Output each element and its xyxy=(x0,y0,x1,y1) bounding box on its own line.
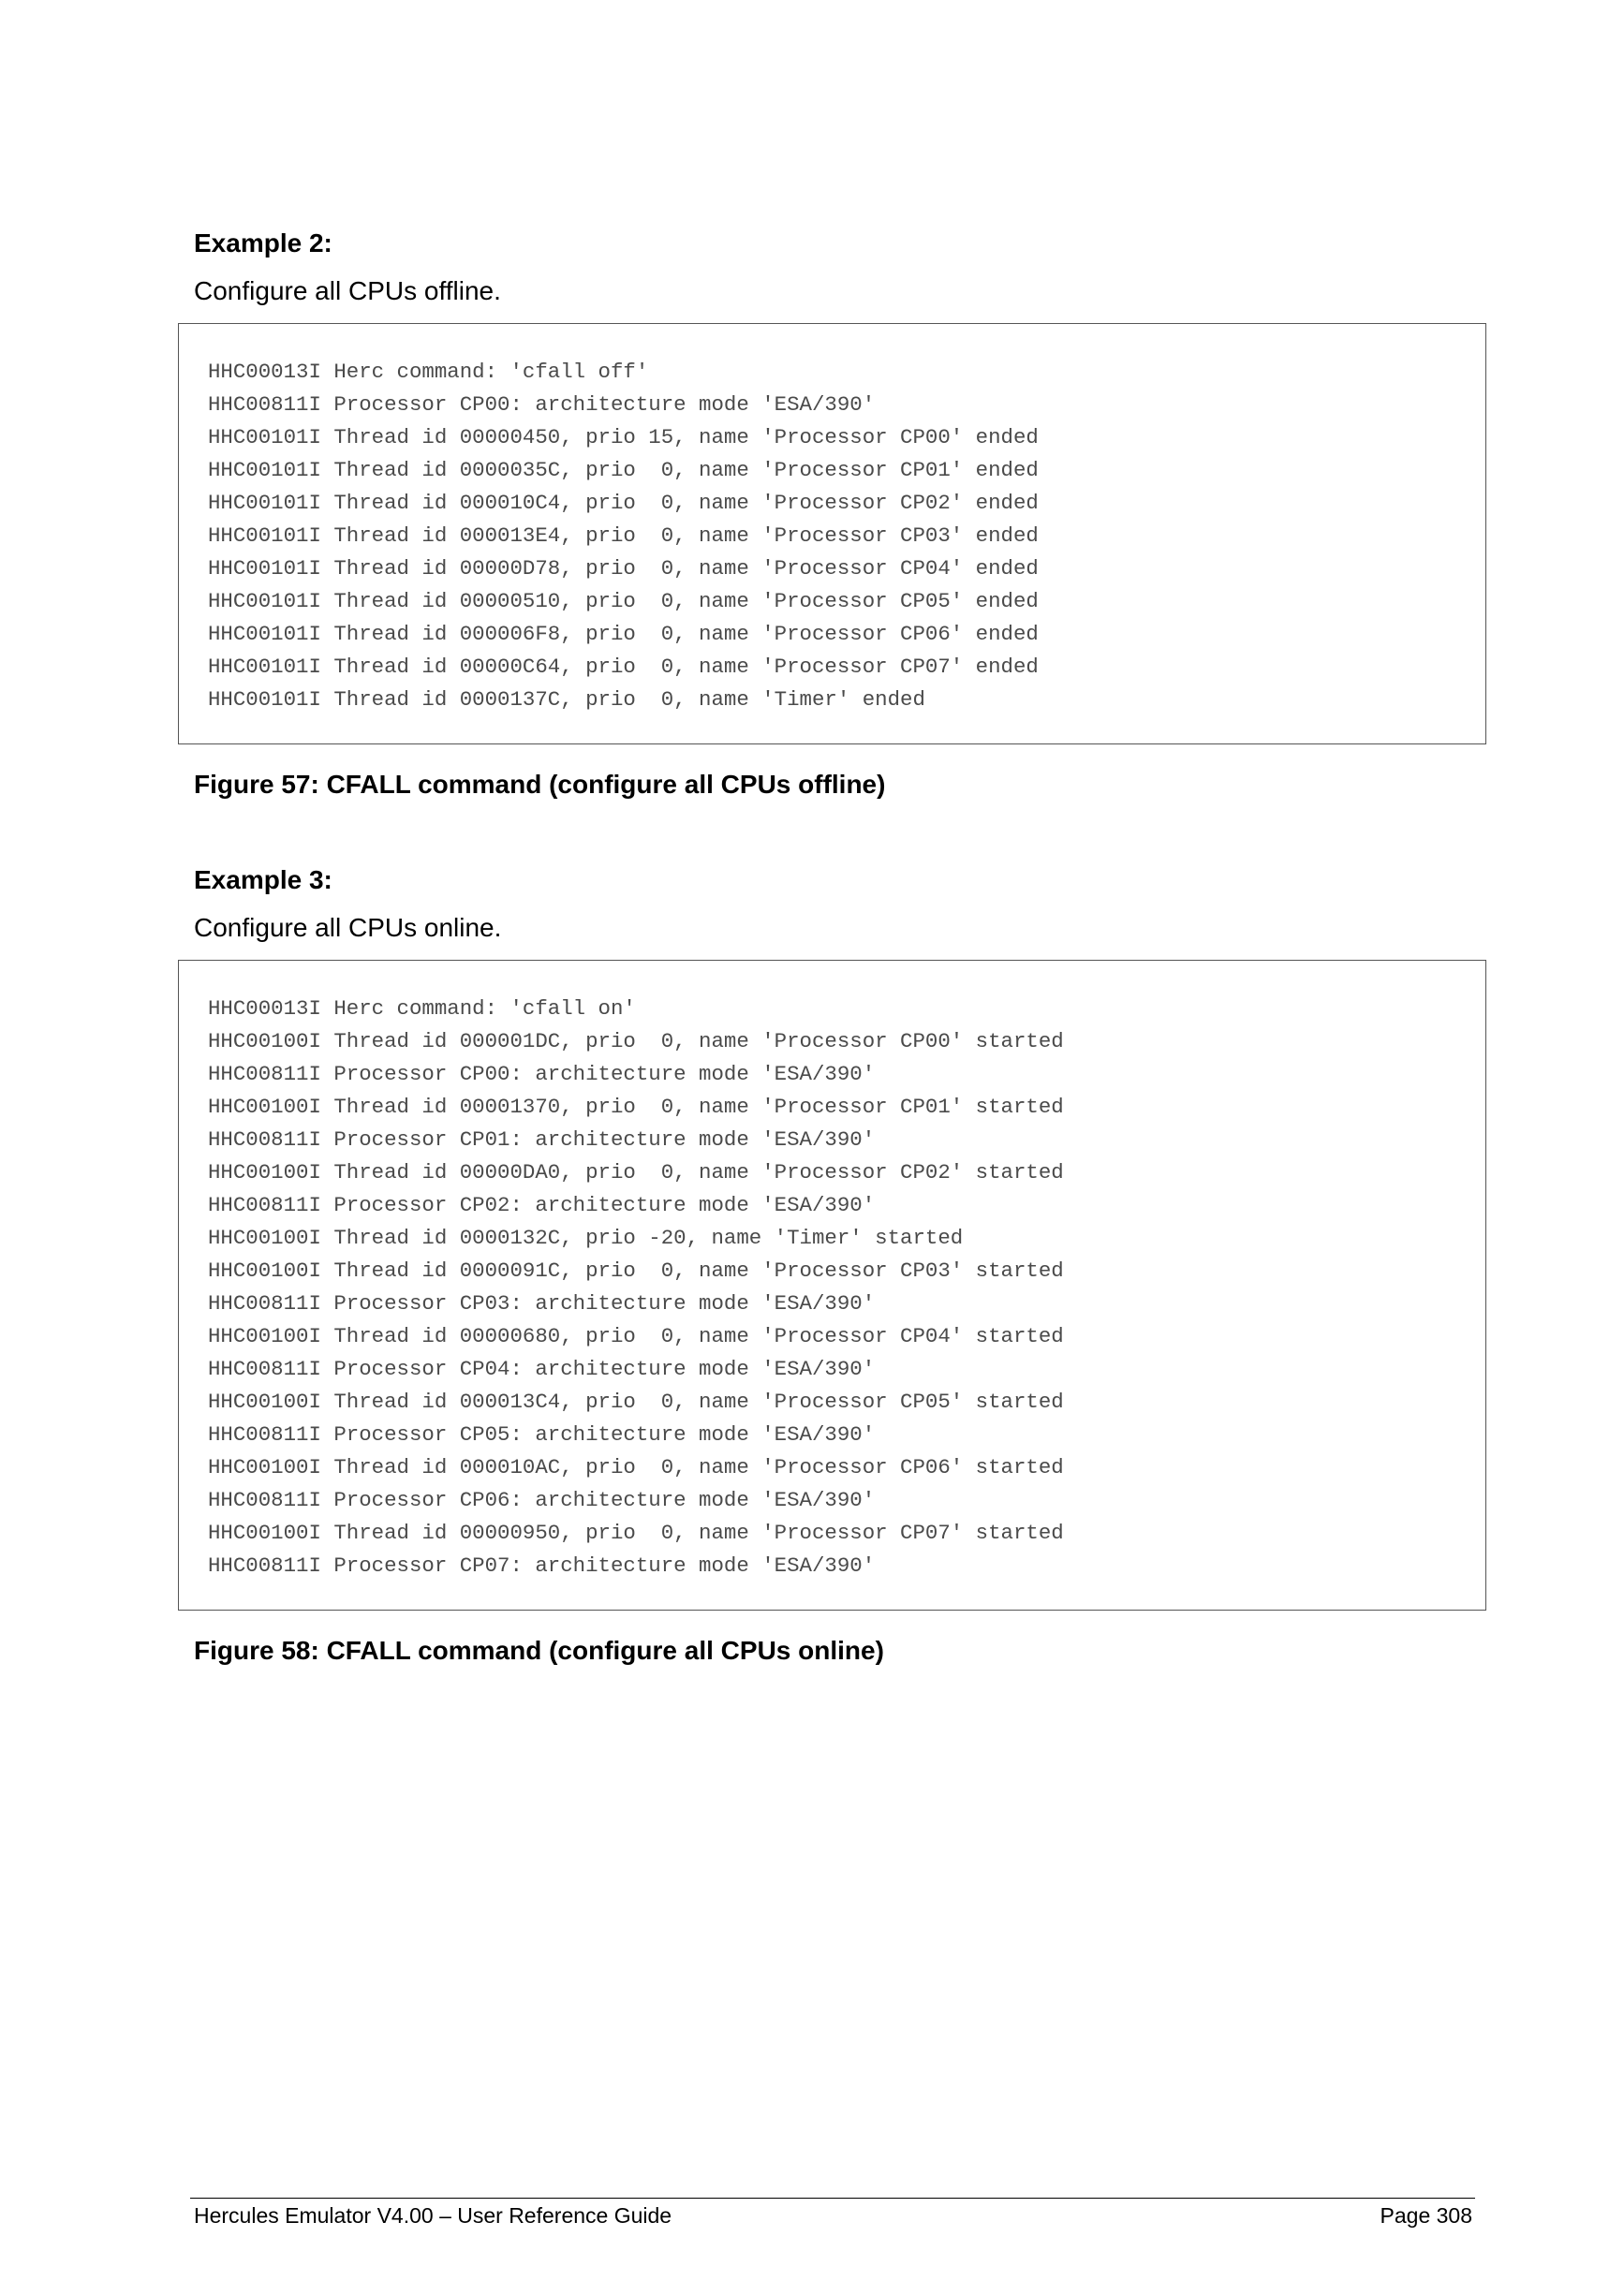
code-line: HHC00100I Thread id 000001DC, prio 0, name 'Processor CP00' started xyxy=(208,1029,1064,1053)
footer-document-title: Hercules Emulator V4.00 – User Reference Guide xyxy=(194,2203,672,2228)
footer-divider xyxy=(190,2198,1475,2199)
code-line: HHC00811I Processor CP03: architecture mode 'ESA/390' xyxy=(208,1291,876,1316)
code-line: HHC00811I Processor CP02: architecture mode 'ESA/390' xyxy=(208,1193,876,1217)
code-line: HHC00101I Thread id 00000D78, prio 0, name 'Processor CP04' ended xyxy=(208,556,1039,581)
code-line: HHC00101I Thread id 00000450, prio 15, name 'Processor CP00' ended xyxy=(208,425,1039,449)
code-line: HHC00013I Herc command: 'cfall off' xyxy=(208,360,649,384)
code-line: HHC00100I Thread id 00000680, prio 0, name 'Processor CP04' started xyxy=(208,1324,1064,1348)
code-line: HHC00101I Thread id 00000510, prio 0, name 'Processor CP05' ended xyxy=(208,589,1039,613)
example-2-heading: Example 2: xyxy=(194,228,332,258)
example-2-code-block xyxy=(178,323,1486,744)
code-line: HHC00811I Processor CP00: architecture mode 'ESA/390' xyxy=(208,1062,876,1086)
code-line: HHC00100I Thread id 00001370, prio 0, name 'Processor CP01' started xyxy=(208,1095,1064,1119)
code-line: HHC00100I Thread id 000010AC, prio 0, name 'Processor CP06' started xyxy=(208,1455,1064,1479)
code-line: HHC00101I Thread id 000010C4, prio 0, name 'Processor CP02' ended xyxy=(208,491,1039,515)
code-line: HHC00100I Thread id 0000091C, prio 0, name 'Processor CP03' started xyxy=(208,1258,1064,1283)
code-line: HHC00811I Processor CP00: architecture mode 'ESA/390' xyxy=(208,392,876,417)
code-line: HHC00811I Processor CP06: architecture mode 'ESA/390' xyxy=(208,1488,876,1512)
code-line: HHC00811I Processor CP07: architecture mode 'ESA/390' xyxy=(208,1553,876,1578)
code-line: HHC00100I Thread id 000013C4, prio 0, name 'Processor CP05' started xyxy=(208,1390,1064,1414)
code-line: HHC00100I Thread id 00000950, prio 0, name 'Processor CP07' started xyxy=(208,1521,1064,1545)
example-3-heading: Example 3: xyxy=(194,865,332,894)
figure-57-caption: Figure 57: CFALL command (configure all CPUs offline) xyxy=(194,770,886,799)
example-3-code-block xyxy=(178,960,1486,1611)
code-line: HHC00100I Thread id 00000DA0, prio 0, name 'Processor CP02' started xyxy=(208,1160,1064,1185)
code-line: HHC00101I Thread id 0000137C, prio 0, name 'Timer' ended xyxy=(208,687,925,712)
example-2-description: Configure all CPUs offline. xyxy=(194,276,501,305)
code-line: HHC00101I Thread id 0000035C, prio 0, name 'Processor CP01' ended xyxy=(208,458,1039,482)
code-line: HHC00101I Thread id 000006F8, prio 0, name 'Processor CP06' ended xyxy=(208,622,1039,646)
code-line: HHC00811I Processor CP04: architecture mode 'ESA/390' xyxy=(208,1357,876,1381)
code-line: HHC00811I Processor CP05: architecture mode 'ESA/390' xyxy=(208,1422,876,1447)
figure-58-caption: Figure 58: CFALL command (configure all CPUs online) xyxy=(194,1636,884,1665)
footer-page-number: Page 308 xyxy=(1380,2203,1472,2228)
code-line: HHC00013I Herc command: 'cfall on' xyxy=(208,996,636,1021)
code-line: HHC00811I Processor CP01: architecture mode 'ESA/390' xyxy=(208,1127,876,1152)
example-3-description: Configure all CPUs online. xyxy=(194,913,502,942)
code-line: HHC00101I Thread id 000013E4, prio 0, name 'Processor CP03' ended xyxy=(208,523,1039,548)
code-line: HHC00100I Thread id 0000132C, prio -20, name 'Timer' started xyxy=(208,1226,964,1250)
code-line: HHC00101I Thread id 00000C64, prio 0, name 'Processor CP07' ended xyxy=(208,655,1039,679)
